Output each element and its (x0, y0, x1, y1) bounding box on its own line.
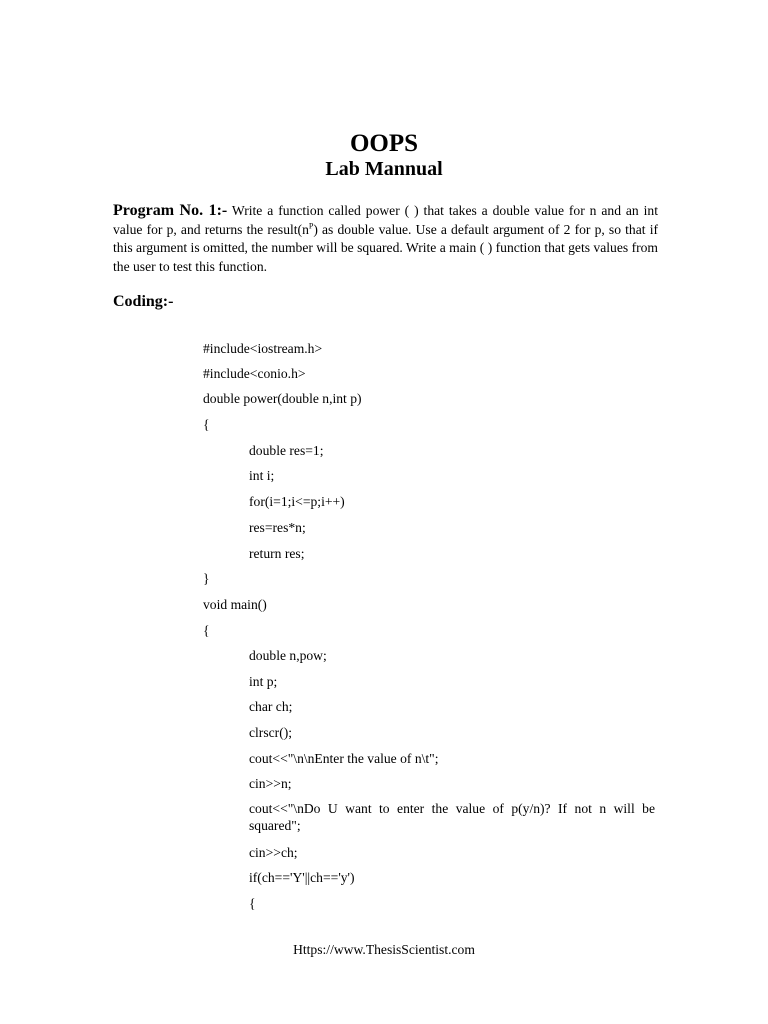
coding-heading: Coding:- (113, 293, 174, 310)
code-line: int p; (249, 674, 278, 689)
code-line: #include<iostream.h> (203, 341, 323, 356)
code-line: for(i=1;i<=p;i++) (249, 494, 345, 509)
code-line: cout<<"\nDo U want to enter the value of p(y/n)? If not n will be squared"; (249, 801, 655, 833)
code-line: double power(double n,int p) (203, 391, 362, 406)
program-description (113, 202, 658, 276)
code-line: void main() (203, 597, 267, 612)
document-subtitle: Lab Mannual (325, 158, 443, 180)
code-line: clrscr(); (249, 725, 293, 740)
code-line: char ch; (249, 699, 293, 714)
code-line: cout<<"\n\nEnter the value of n\t"; (249, 751, 439, 766)
program-text-a: Write a function called power ( ) that takes a double value for n and an int value for p, and returns the result(n (113, 203, 658, 237)
code-line: } (203, 571, 210, 586)
code-line: { (249, 896, 256, 911)
code-line: double res=1; (249, 443, 324, 458)
code-line: { (203, 417, 210, 432)
code-line: double n,pow; (249, 648, 327, 663)
document-title: OOPS (349, 130, 419, 157)
code-line: if(ch=='Y'||ch=='y') (249, 870, 355, 885)
code-line: res=res*n; (249, 520, 306, 535)
code-line: cin>>ch; (249, 845, 298, 860)
code-line: int i; (249, 468, 275, 483)
program-text-b: ) as double value. Use a default argument of 2 for p, so that if this argument is omitted, the number will be squared. Write a main ( ) function that gets values from the user to test this function. (113, 221, 658, 274)
code-line: #include<conio.h> (203, 366, 306, 381)
footer-url: Https://www.ThesisScientist.com (293, 942, 475, 957)
code-line: return res; (249, 546, 305, 561)
program-superscript: P (308, 220, 314, 230)
code-line: cin>>n; (249, 776, 292, 791)
code-line: { (203, 623, 210, 638)
program-label: Program No. 1:- (113, 202, 228, 219)
